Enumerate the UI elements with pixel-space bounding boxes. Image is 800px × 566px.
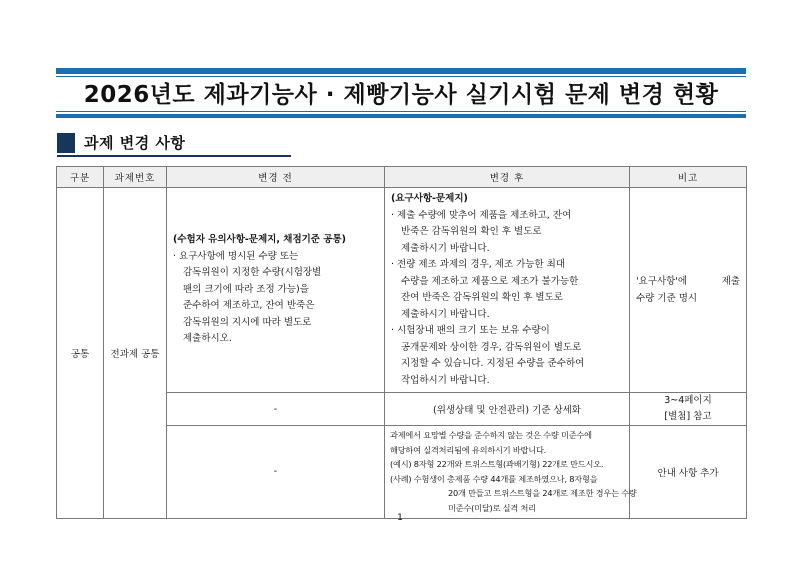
header-note: 비고	[630, 167, 747, 188]
header-before: 변경 전	[167, 167, 385, 188]
title-top-rule	[56, 68, 746, 74]
after-line: 20개 만들고 트위스트형을 24개로 제조한 경우는 수량	[448, 488, 637, 499]
before-cell: -	[167, 426, 385, 519]
after-line: · 시험장내 팬의 크기 또는 보유 수량이	[391, 325, 550, 336]
after-line: 지정할 수 있습니다. 지정된 수량을 준수하여	[401, 358, 585, 369]
after-line: 제출하시기 바랍니다.	[401, 308, 490, 320]
note-text: 제출	[721, 276, 740, 287]
page-number: 1	[397, 513, 403, 523]
after-heading: (요구사항-문제지)	[391, 193, 468, 204]
task-no-cell: 전과제 공통	[104, 188, 167, 519]
title-bottom-thin-rule	[56, 111, 746, 112]
before-line: 준수하여 제조하고, 잔여 반죽은	[183, 300, 315, 312]
after-cell: (위생상태 및 안전관리) 기준 상세화	[385, 393, 630, 426]
after-line: 잔여 반죽은 감독위원의 확인 후 별도로	[401, 292, 563, 303]
before-line: 제출하시오.	[183, 333, 232, 345]
title-bottom-rule	[56, 114, 746, 118]
note-line: [별첨] 참고	[664, 411, 712, 422]
after-cell	[385, 188, 630, 393]
after-line: 반죽은 감독위원의 확인 후 별도로	[401, 226, 542, 237]
note-cell	[630, 188, 747, 393]
after-cell	[385, 426, 637, 519]
table-row	[57, 188, 747, 393]
after-line: 해당하여 실격처리됨에 유의하시기 바랍니다.	[390, 444, 547, 455]
note-text: '요구사항'에	[636, 276, 688, 287]
section-marker-icon	[57, 133, 75, 153]
after-line: 공개문제와 상이한 경우, 감독위원이 별도로	[401, 341, 582, 353]
after-line: (사례) 수험생이 총제품 수량 44개를 제조하였으나, 8자형을	[390, 473, 598, 484]
after-line: 작업하시기 바랍니다.	[401, 374, 490, 386]
before-cell: -	[167, 393, 385, 426]
note-line: 수량 기준 명시	[636, 293, 698, 304]
after-line: · 제출 수량에 맞추어 제품을 제조하고, 잔여	[391, 209, 572, 221]
after-line: · 전량 제조 과제의 경우, 제조 가능한 최대	[391, 259, 566, 270]
after-line: (예시) 8자형 22개와 트위스트형(꽈배기형) 22개로 만드시오.	[390, 459, 604, 470]
note-line	[636, 273, 740, 290]
note-line: 3~4페이지	[664, 395, 712, 406]
before-line: 팬의 크기에 따라 조정 가능)을	[183, 283, 309, 295]
section-underline	[57, 155, 291, 157]
change-table	[56, 166, 747, 519]
before-line: 감독위원의 지시에 따라 별도로	[183, 316, 312, 328]
title-top-thin-rule	[56, 76, 746, 77]
before-cell	[167, 188, 385, 393]
note-cell: 안내 사항 추가	[630, 426, 747, 519]
after-line: 제출하시기 바랍니다.	[401, 242, 490, 254]
header-category: 구분	[57, 167, 104, 188]
after-line: 수량을 제조하고 제품으로 제조가 불가능한	[401, 275, 579, 287]
before-line: · 요구사항에 명시된 수량 또는	[173, 250, 299, 262]
before-line: 감독위원이 지정한 수량(시험장별	[183, 267, 322, 279]
section-title: 과제 변경 사항	[84, 134, 186, 152]
table-header-row	[57, 167, 747, 188]
document-title: 2026년도 제과기능사 · 제빵기능사 실기시험 문제 변경 현황	[83, 82, 719, 108]
before-heading: (수험자 유의사항-문제지, 채점기준 공통)	[173, 234, 346, 246]
after-line: 과제에서 요망별 수량을 준수하지 않는 것은 수량 미준수에	[390, 430, 592, 440]
category-cell: 공통	[57, 188, 104, 519]
after-line: 미준수(미달)로 실격 처리	[448, 502, 536, 513]
header-task-no: 과제번호	[104, 167, 167, 188]
note-cell	[630, 393, 747, 426]
header-after: 변경 후	[385, 167, 630, 188]
